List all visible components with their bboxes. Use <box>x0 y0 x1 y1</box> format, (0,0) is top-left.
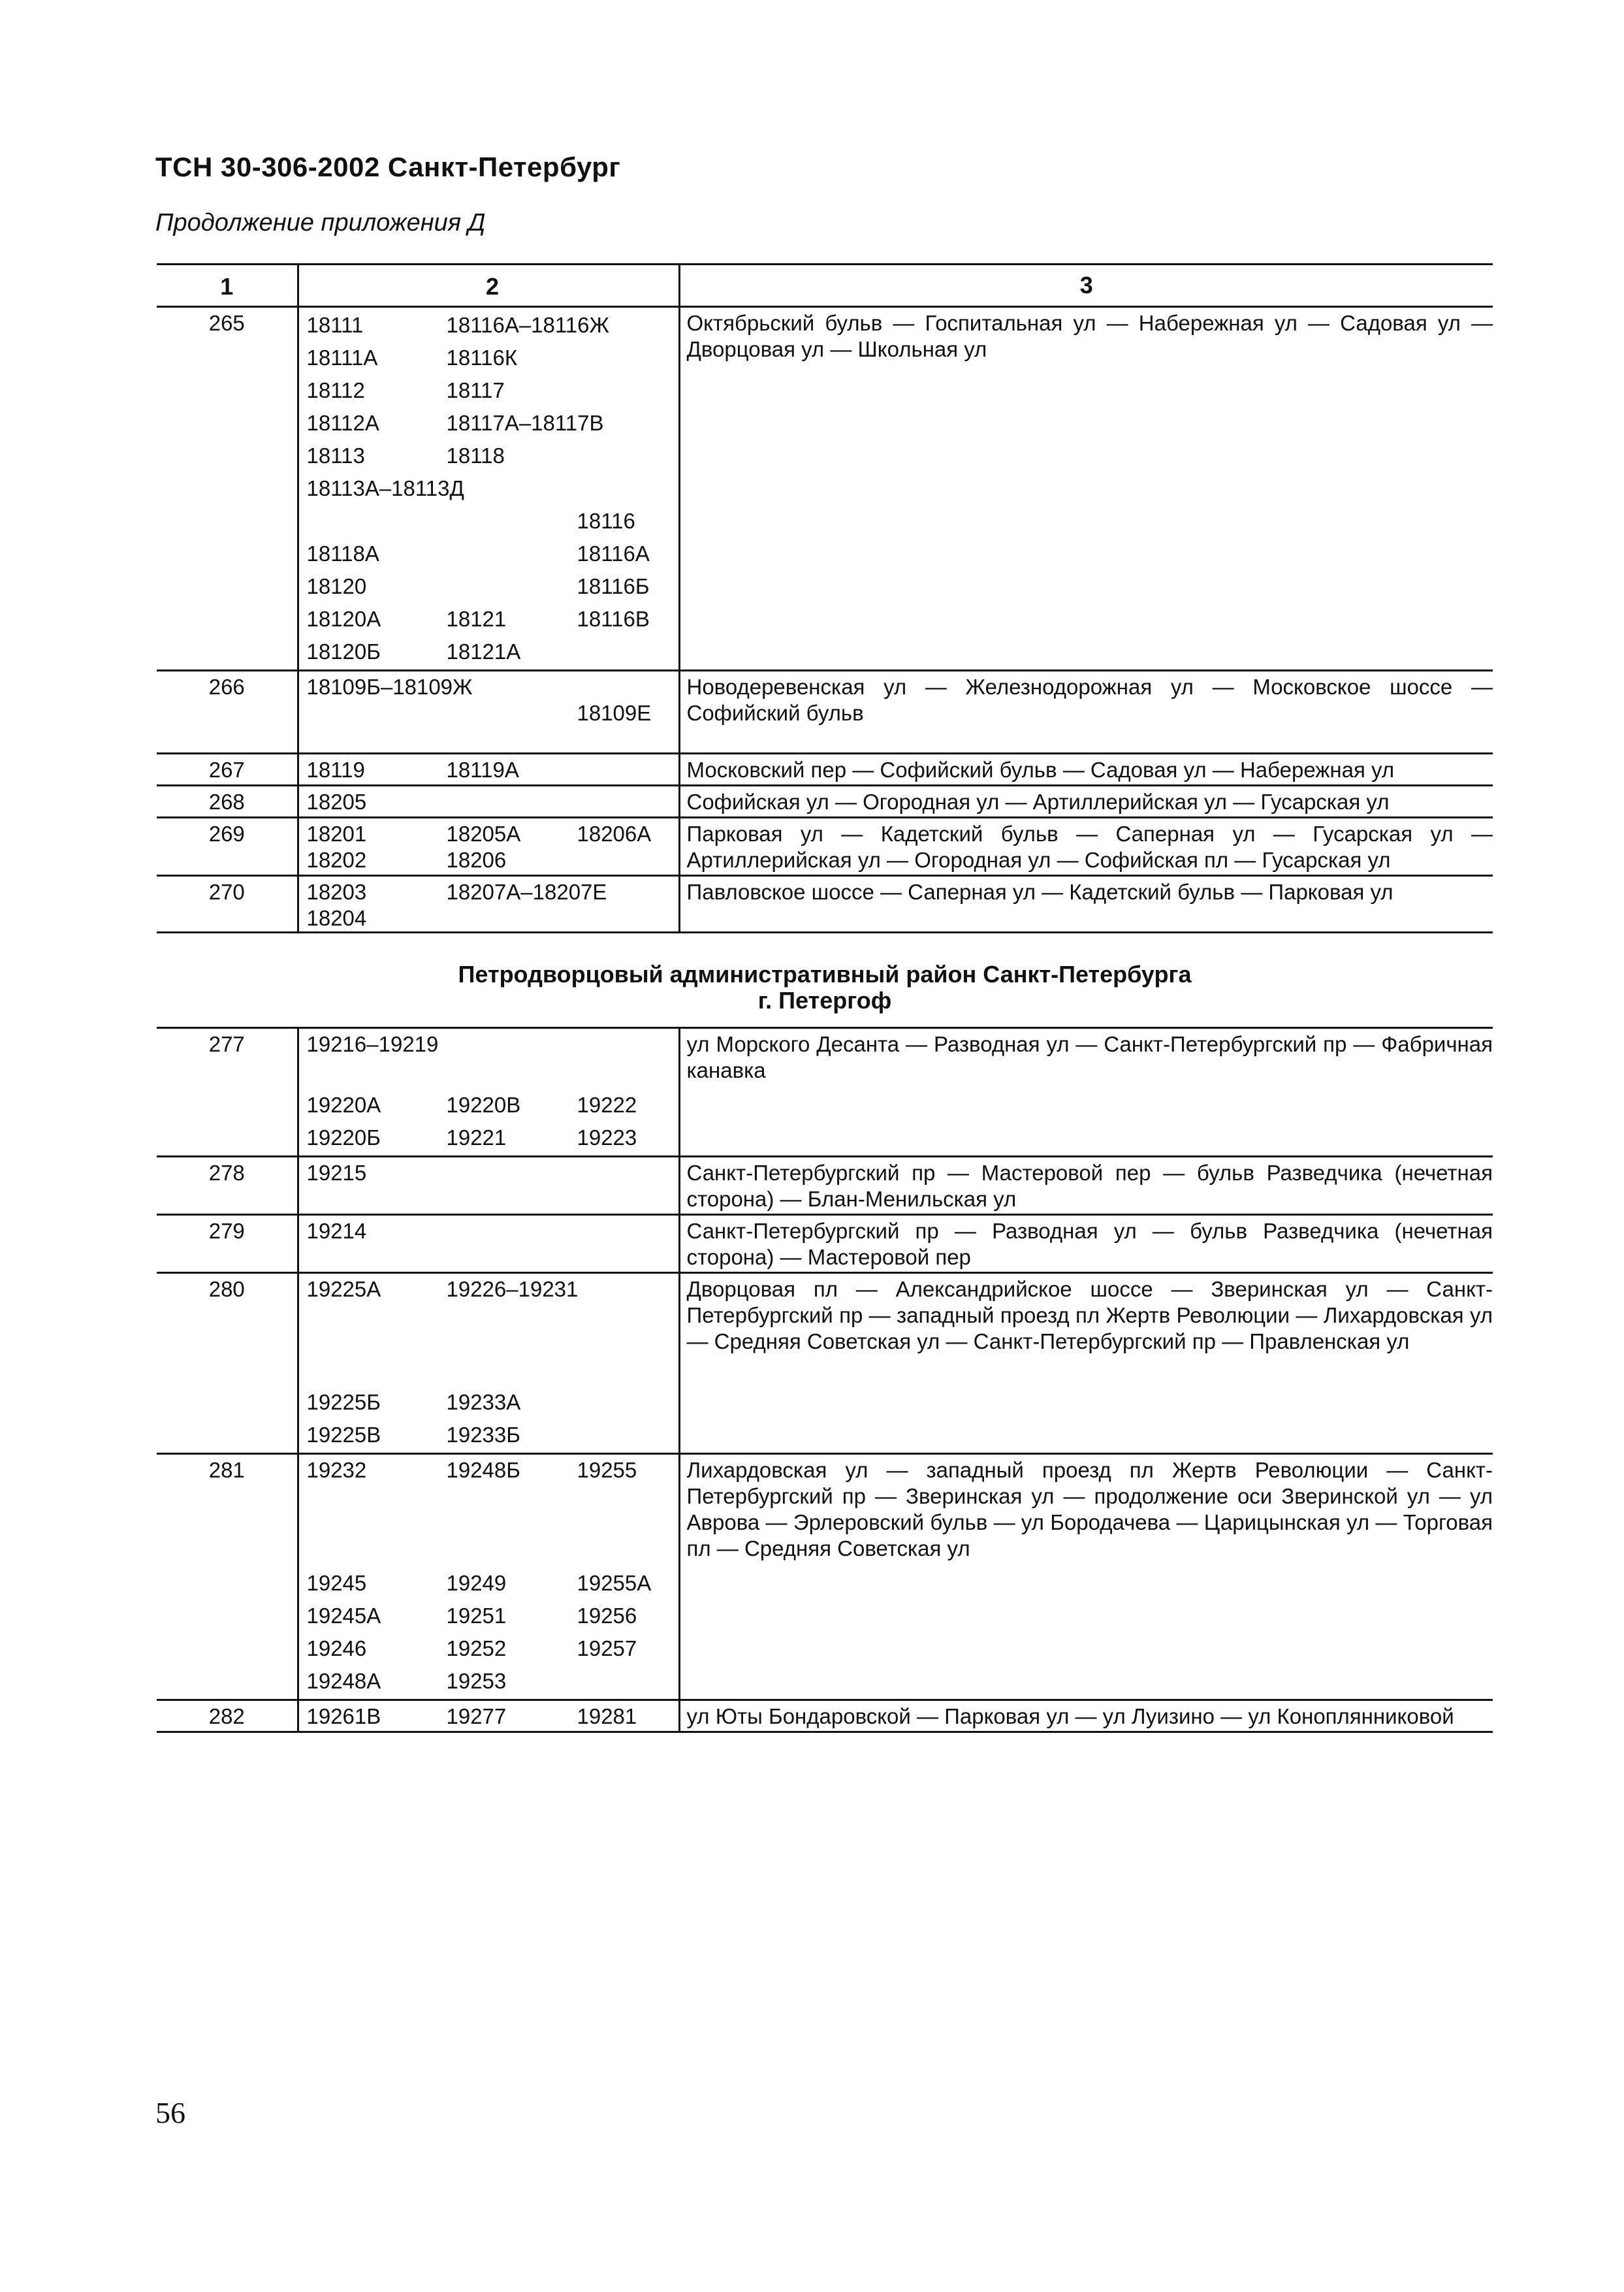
block-code: 18120А <box>306 607 381 631</box>
block-code <box>577 789 682 815</box>
document-title: ТСН 30-306-2002 Санкт-Петербург <box>155 152 621 182</box>
row-description: Павловское шоссе — Саперная ул — Кадетский бульв — Парковая ул <box>679 876 1493 933</box>
table-header-row <box>157 265 1493 307</box>
row-number: 279 <box>157 1215 298 1273</box>
district-heading <box>157 961 1493 1014</box>
row-codes <box>298 786 679 818</box>
block-code: 18111А <box>306 346 378 370</box>
table-row <box>157 1028 1493 1157</box>
row-codes <box>298 1215 679 1273</box>
row-codes <box>298 307 679 671</box>
column-header-2: 2 <box>298 265 679 307</box>
block-code: 18203 <box>306 880 367 904</box>
block-code: 19249 <box>446 1571 507 1595</box>
block-code: 19252 <box>446 1636 507 1660</box>
block-code: 18112 <box>306 378 365 402</box>
block-code: 18205 <box>306 790 367 814</box>
row-number: 280 <box>157 1273 298 1454</box>
block-code: 19281 <box>577 1704 637 1728</box>
row-number: 270 <box>157 876 298 933</box>
row-codes <box>298 1157 679 1215</box>
block-code: 19225Б <box>306 1390 381 1414</box>
block-code <box>577 847 682 873</box>
block-code: 18116К <box>446 346 518 370</box>
row-codes <box>298 818 679 876</box>
block-code: 19251 <box>446 1604 507 1628</box>
row-description: Лихардовская ул — западный проезд пл Жертв Революции — Санкт-Петербургский пр — Зверинская ул — продолжение оси Зверинской ул — ул Аврова — Эрлеровский бульв — ул Бородачева — Царицынская ул — Торговая пл — Средняя Советская ул <box>679 1454 1493 1700</box>
block-code: 19248А <box>306 1669 381 1693</box>
block-code <box>577 343 682 376</box>
block-code: 18120 <box>306 574 367 598</box>
row-description: Дворцовая пл — Александрийское шоссе — Зверинская ул — Санкт-Петербургский пр — западный проезд пл Жертв Революции — Лихардовская ул — Средняя Советская ул — Санкт-Петербургский пр — Правленская ул <box>679 1273 1493 1454</box>
block-code: 18109Е <box>577 701 652 725</box>
row-codes <box>298 1700 679 1732</box>
code-grid <box>307 1457 678 1483</box>
table-row <box>157 754 1493 786</box>
block-code: 19246 <box>306 1636 367 1660</box>
code-grid <box>307 674 678 752</box>
block-code <box>577 408 682 441</box>
code-grid <box>307 757 678 783</box>
block-code: 18118 <box>446 444 505 468</box>
table-row <box>157 1454 1493 1700</box>
code-grid <box>307 1160 678 1186</box>
block-code <box>447 572 577 604</box>
block-code <box>447 1218 577 1244</box>
block-code: 18113 <box>306 444 365 468</box>
block-code: 18121А <box>446 639 521 664</box>
row-number: 278 <box>157 1157 298 1215</box>
row-number: 266 <box>157 671 298 754</box>
block-code: 19225В <box>306 1423 381 1447</box>
row-number: 267 <box>157 754 298 786</box>
row-number: 281 <box>157 1454 298 1700</box>
table-row <box>157 307 1493 671</box>
table-row <box>157 671 1493 754</box>
table-row <box>157 1700 1493 1732</box>
block-code <box>577 376 682 408</box>
block-code: 19233Б <box>446 1423 520 1447</box>
page-number: 56 <box>155 2096 185 2129</box>
block-code: 19232 <box>306 1458 367 1482</box>
block-code <box>577 1666 682 1699</box>
row-codes <box>298 1273 679 1454</box>
block-code <box>307 506 447 539</box>
block-code: 19256 <box>577 1604 637 1628</box>
row-number: 269 <box>157 818 298 876</box>
code-grid <box>307 1568 678 1699</box>
code-grid <box>307 1031 678 1084</box>
block-code: 19257 <box>577 1636 637 1660</box>
block-code <box>577 1420 682 1453</box>
table-row <box>157 876 1493 933</box>
block-code: 18206 <box>446 848 507 872</box>
row-codes <box>298 1028 679 1157</box>
block-code <box>447 1160 577 1186</box>
block-code: 18121 <box>446 607 507 631</box>
row-description: Санкт-Петербургский пр — Мастеровой пер — бульв Разведчика (нечетная сторона) — Блан-Менильская ул <box>679 1157 1493 1215</box>
block-code: 19226–19231 <box>446 1277 579 1301</box>
row-codes <box>298 876 679 933</box>
block-code: 18109Б–18109Ж <box>306 675 473 699</box>
district-title: Петродворцовый административный район Санкт-Петербурга <box>458 961 1192 988</box>
addresses-table-1 <box>157 263 1493 933</box>
row-description: Московский пер — Софийский бульв — Садовая ул — Набережная ул <box>679 754 1493 786</box>
block-code: 18204 <box>306 906 367 930</box>
block-code: 19223 <box>577 1125 637 1150</box>
block-code: 18116А <box>577 541 650 566</box>
block-code <box>577 1160 682 1186</box>
block-code: 18116А–18116Ж <box>446 313 609 337</box>
table-row <box>157 1215 1493 1273</box>
block-code: 19220Б <box>306 1125 381 1150</box>
column-header-1: 1 <box>157 265 298 307</box>
block-code <box>447 726 577 752</box>
block-code: 19214 <box>306 1219 367 1243</box>
row-number: 265 <box>157 307 298 671</box>
code-spacer <box>307 1302 678 1387</box>
row-codes <box>298 754 679 786</box>
block-code: 18207А–18207Е <box>446 880 607 904</box>
block-code: 19255А <box>577 1571 652 1595</box>
block-code: 18119 <box>306 758 365 782</box>
block-code <box>447 789 577 815</box>
code-grid <box>307 879 678 931</box>
block-code: 19220А <box>306 1093 381 1117</box>
block-code <box>447 1057 577 1084</box>
block-code: 19248Б <box>446 1458 520 1482</box>
block-code <box>307 726 447 752</box>
table-section-2 <box>157 1027 1493 1733</box>
row-description: Парковая ул — Кадетский бульв — Саперная ул — Гусарская ул — Артиллерийская ул — Огородная ул — Софийская пл — Гусарская ул <box>679 818 1493 876</box>
row-number: 268 <box>157 786 298 818</box>
block-code: 18111 <box>306 313 364 337</box>
row-number: 277 <box>157 1028 298 1157</box>
block-code: 18117 <box>446 378 505 402</box>
row-description: Октябрьский бульв — Госпитальная ул — Набережная ул — Садовая ул — Дворцовая ул — Школьная ул <box>679 307 1493 671</box>
code-spacer <box>307 1084 678 1090</box>
block-code <box>577 905 682 931</box>
row-description: ул Морского Десанта — Разводная ул — Санкт-Петербургский пр — Фабричная канавка <box>679 1028 1493 1157</box>
block-code: 19215 <box>306 1161 367 1185</box>
table-body-2 <box>157 1028 1493 1732</box>
block-code: 18119А <box>446 758 519 782</box>
block-code <box>577 1218 682 1244</box>
table-row <box>157 786 1493 818</box>
block-code: 18206А <box>577 822 652 846</box>
block-code <box>447 506 577 539</box>
block-code: 18120Б <box>306 639 381 664</box>
row-description: ул Юты Бондаровской — Парковая ул — ул Луизино — ул Коноплянниковой <box>679 1700 1493 1732</box>
block-code: 18116Б <box>577 574 650 598</box>
block-code: 18116 <box>577 509 635 533</box>
addresses-table-2 <box>157 1027 1493 1733</box>
code-grid <box>307 1090 678 1155</box>
block-code: 18117А–18117В <box>446 411 604 435</box>
code-grid <box>307 310 678 670</box>
block-code: 18201 <box>306 822 367 846</box>
code-grid <box>307 789 678 815</box>
block-code: 19216–19219 <box>306 1032 439 1056</box>
code-spacer <box>307 1483 678 1568</box>
block-code: 18202 <box>306 848 367 872</box>
row-number: 282 <box>157 1700 298 1732</box>
block-code: 18113А–18113Д <box>306 476 464 500</box>
block-code: 19225А <box>306 1277 381 1301</box>
row-codes <box>298 1454 679 1700</box>
block-code: 19261В <box>306 1704 381 1728</box>
table-section-1 <box>157 263 1493 933</box>
block-code <box>447 905 577 931</box>
block-code: 19222 <box>577 1093 637 1117</box>
block-code <box>577 310 682 343</box>
block-code <box>577 1276 682 1302</box>
block-code: 19255 <box>577 1458 637 1482</box>
block-code: 19253 <box>446 1669 507 1693</box>
table-row <box>157 1273 1493 1454</box>
block-code <box>577 1387 682 1420</box>
code-grid <box>307 821 678 873</box>
block-code: 19221 <box>446 1125 507 1150</box>
block-code <box>577 441 682 474</box>
table-row <box>157 818 1493 876</box>
block-code: 19245 <box>306 1571 367 1595</box>
block-code <box>307 1057 447 1084</box>
block-code <box>447 700 577 726</box>
row-description: Санкт-Петербургский пр — Разводная ул — бульв Разведчика (нечетная сторона) — Мастеровой пер <box>679 1215 1493 1273</box>
block-code <box>577 757 682 783</box>
block-code: 19233А <box>446 1390 521 1414</box>
block-code <box>307 700 447 726</box>
block-code: 18118А <box>306 541 379 566</box>
block-code: 18112А <box>306 411 379 435</box>
block-code: 18205А <box>446 822 521 846</box>
table-row <box>157 1157 1493 1215</box>
block-code: 19220В <box>446 1093 521 1117</box>
row-description: Новодеревенская ул — Железнодорожная ул — Московское шоссе — Софийский бульв <box>679 671 1493 754</box>
column-header-3: 3 <box>679 265 1493 307</box>
block-code: 19245А <box>306 1604 381 1628</box>
code-grid <box>307 1703 678 1730</box>
document-subtitle: Продолжение приложения Д <box>155 209 486 236</box>
row-codes <box>298 671 679 754</box>
district-subtitle: г. Петергоф <box>757 987 892 1014</box>
code-grid <box>307 1276 678 1302</box>
block-code: 18116В <box>577 607 650 631</box>
code-grid <box>307 1218 678 1244</box>
code-grid <box>307 1387 678 1453</box>
block-code <box>577 879 682 905</box>
block-code: 19277 <box>446 1704 507 1728</box>
block-code <box>447 539 577 572</box>
table-body-1 <box>157 307 1493 933</box>
row-description: Софийская ул — Огородная ул — Артиллерийская ул — Гусарская ул <box>679 786 1493 818</box>
